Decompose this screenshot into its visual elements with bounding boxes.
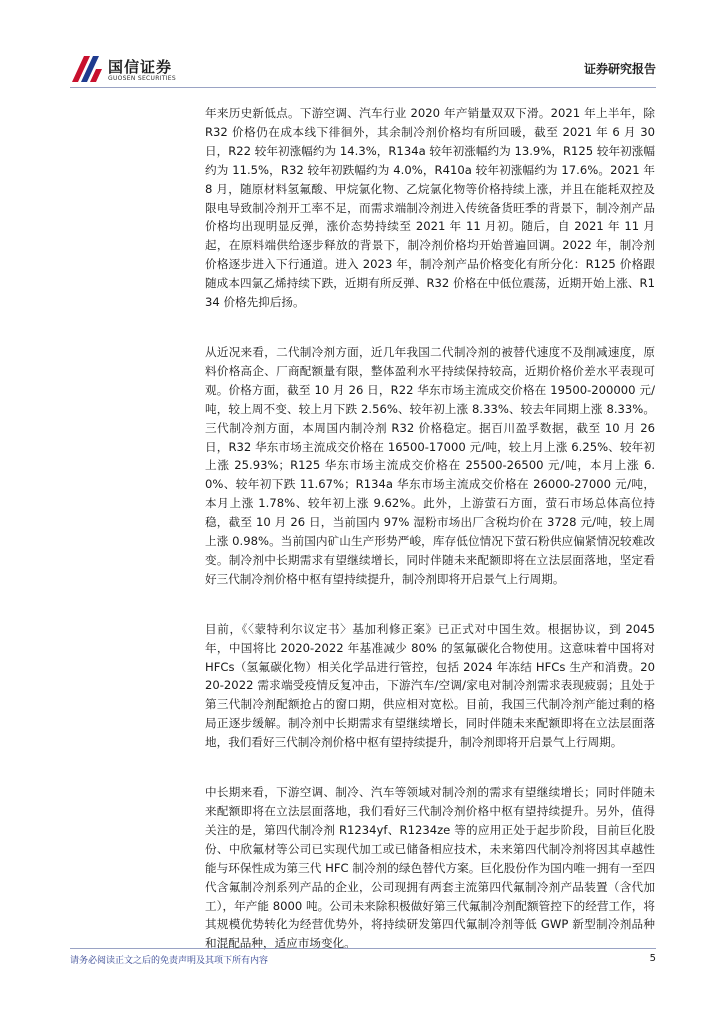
company-logo <box>70 50 200 90</box>
report-body <box>205 104 655 953</box>
footer-divider <box>70 948 656 949</box>
paragraph-kigali-conclusion: 我们看好三代制冷剂价格中枢有望持续提升，制冷剂即将开启景气上行周期。 <box>228 735 623 750</box>
guosen-logo-icon <box>70 52 104 86</box>
paragraph-recent-situation: 从近况来看，二代制冷剂方面，近几年我国二代制冷剂的被替代速度不及削减速度，原料价格高企、厂商配额量有限，整体盈利水平持续保持较高，近期价格价差水平表现可观。价格方面，截至 10 月 26 日，R22 华东市场主流成交价格在 19500-200000 元/吨，较上周不变、较上月下跌 2.56%、较年初上涨 8.33%、较去年同期上涨 8.33%。三代制冷剂方面，本周国内制冷剂 R32 价格稳定。据百川盈孚数据，截至 10 月 26 日，R32 华东市场主流成交价格在 16500-17000 元/吨，较上月上涨 6.25%、较年初上涨 25.93%；R125 华东市场主流成交价格在 25500-26500 元/吨，本月上涨 6.0%、较年初下跌 11.67%；R134a 华东市场主流成交价格在 26000-27000 元/吨，本月上涨 1.78%、较年初上涨 9.62%。此外，上游萤石方面，萤石市场总体高位持稳，截至 10 月 26 日，当前国内 97% 湿粉市场出厂含税均价在 3728 元/吨，较上周上涨 0.98%。当前国内矿山生产形势严峻，库存低位情况下萤石粉供应偏紧情况较难改变。制冷剂中长期需求有望继续增长，同时伴随未来配额即将在立法层面落地，坚定看好三代制冷剂价格中枢有望持续提升，制冷剂即将开启景气上行周期。 <box>205 344 655 586</box>
paragraph-kigali-text: 目前，《〈蒙特利尔议定书〉基加利修正案》已正式对中国生效。根据协议，到 2045 年，中国将比 2020-2022 年基准减少 80% 的氢氟碳化合物使用。这意味着中国将对 HFCs（氢氟碳化物）相关化学品进行管控，包括 2024 年冻结 HFCs 生产和消费。2020-2022 需求端受疫情反复冲击，下游汽车/空调/家电对制冷剂需求表现疲弱；且处于第三代制冷剂配额抢占的窗口期，供应相对宽松。目前，我国三代制冷剂产能过剩的格局正逐步缓解。制冷剂中长期需求有望继续增长，同时伴随未来配额即将在立法层面落地， <box>205 621 655 750</box>
header-divider <box>70 87 656 88</box>
logo-chinese-name: 国信证券 <box>108 58 173 76</box>
footer-disclaimer: 请务必阅读正文之后的免责声明及其项下所有内容 <box>70 956 269 966</box>
paragraph-outlook-conclusion: 公司未来除积极做好第三代氟制冷剂配额管控下的经营工作，将其规模优势转化为经营优势外，将持续研发第四代氟制冷剂等低 GWP 新型制冷剂品种和混配品种，适应市场变化。 <box>205 898 655 951</box>
paragraph-price-history: 年来历史新低点。下游空调、汽车行业 2020 年产销量双双下滑。2021 年上半年，除 R32 价格仍在成本线下徘徊外，其余制冷剂价格均有所回暖，截至 2021 年 6 月 30 日，R22 较年初涨幅约为 14.3%，R134a 较年初涨幅约为 13.9%，R125 较年初涨幅约为 11.5%，R32 较年初跌幅约为 4.0%，R410a 较年初涨幅约为 17.6%。2021 年 8 月，随原材料氢氟酸、甲烷氯化物、乙烷氯化物等价格持续上涨，并且在能耗双控及限电导致制冷剂开工率不足，而需求端制冷剂进入传统备货旺季的背景下，制冷剂产品价格均出现明显反弹，涨价态势持续至 2021 年 11 月初。随后，自 2021 年 11 月起，在原料端供给逐步释放的背景下，制冷剂价格均开始普遍回调。2022 年，制冷剂价格逐步进入下行通道。进入 2023 年，制冷剂产品价格变化有所分化：R125 价格跟随成本四氯乙烯持续下跌，近期有所反弹、R32 价格在中低位震荡，近期开始上涨、R134 价格先抑后扬。 <box>205 106 655 310</box>
paragraph-long-term-outlook <box>205 783 655 953</box>
paragraph-kigali-amendment <box>205 620 655 752</box>
logo-english-name: GUOSEN SECURITIES <box>108 75 177 82</box>
paragraph-outlook-text: 中长期来看，下游空调、制冷、汽车等领域对制冷剂的需求有望继续增长；同时伴随未来配额即将在立法层面落地，我们看好三代制冷剂价格中枢有望持续提升。另外，值得关注的是，第四代制冷剂 R1234yf、R1234ze 等的应用正处于起步阶段，目前巨化股份、中欣氟材等公司已实现代加工或已储备相应技术，未来第四代制冷剂将因其卓越性能与环保性成为第三代 HFC 制冷剂的绿色替代方案。巨化股份作为国内唯一拥有一至四代含氟制冷剂系列产品的企业，公司现拥有两套主流第四代氟制冷剂产品装置（含代加工），年产能 8000 吨。 <box>205 785 655 913</box>
report-type-label: 证券研究报告 <box>583 62 656 76</box>
page-header <box>70 50 656 90</box>
page-number: 5 <box>649 953 656 964</box>
